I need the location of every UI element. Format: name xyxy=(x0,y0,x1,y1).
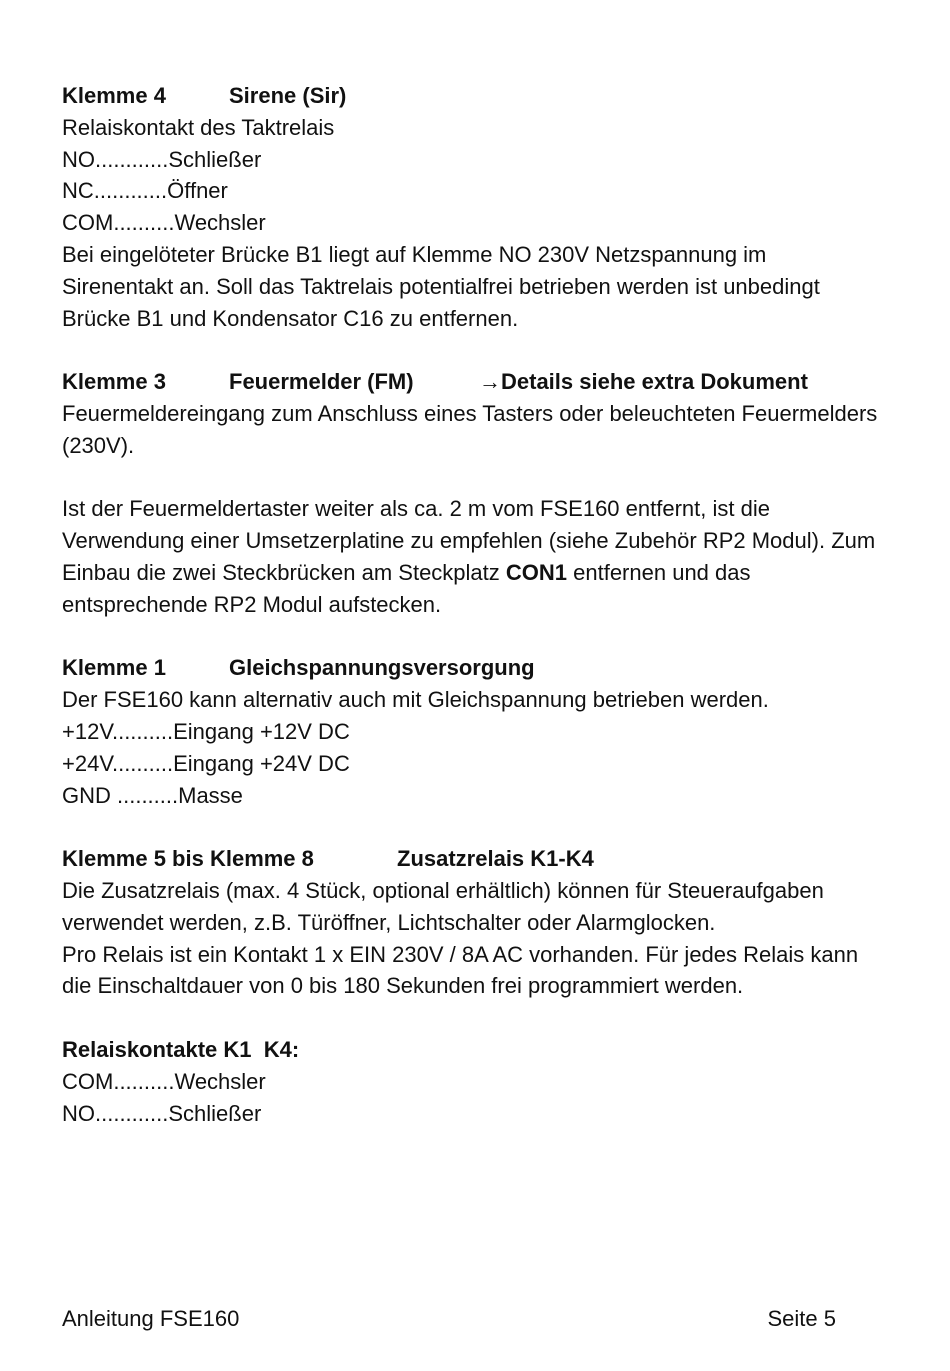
terminal-title: Sirene (Sir) xyxy=(229,83,347,108)
paragraph: Bei eingelöteter Brücke B1 liegt auf Klemme NO 230V Netzspannung im Sirenentakt an. Soll das Taktrelais potentialfrei betrieben werden ist unbedingt Brücke B1 und Kondensator C16 zu entfernen. xyxy=(62,241,820,331)
section-heading-klemme-5-8 xyxy=(62,843,882,875)
paragraph: Die Zusatzrelais (max. 4 Stück, optional erhältlich) können für Steueraufgaben verwendet werden, z.B. Türöffner, Lichtschalter oder Alarmglocken. xyxy=(62,877,824,935)
terminal-title: Feuermelder (FM) xyxy=(229,369,414,395)
text-line: Relaiskontakt des Taktrelais xyxy=(62,114,335,140)
text-line: NO............Schließer xyxy=(62,1100,262,1126)
terminal-label: Klemme 3 xyxy=(62,369,166,395)
arrow-icon: → xyxy=(479,369,501,395)
section-heading-relaiskontakte: Relaiskontakte K1 K4: xyxy=(62,1036,300,1062)
terminal-title: Zusatzrelais K1-K4 xyxy=(397,846,594,872)
text-line: NC............Öffner xyxy=(62,178,228,204)
text-line: COM..........Wechsler xyxy=(62,1068,266,1094)
paragraph-text: entfernen und das entsprechende RP2 Modul aufstecken. xyxy=(62,559,751,617)
text-line: +24V..........Eingang +24V DC xyxy=(62,750,350,776)
terminal-label: Klemme 4 xyxy=(62,83,166,108)
paragraph: Pro Relais ist ein Kontakt 1 x EIN 230V / 8A AC vorhanden. Für jedes Relais kann die Einschaltdauer von 0 bis 180 Sekunden frei programmiert werden. xyxy=(62,941,859,999)
paragraph-text: Ist der Feuermeldertaster weiter als ca. 2 m vom FSE160 entfernt, ist die Verwendung einer Umsetzerplatine zu empfehlen (siehe Zubehör RP2 Modul). Zum Einbau die zwei Steckbrücken am Steckplatz xyxy=(62,496,876,585)
text-line: +12V..........Eingang +12V DC xyxy=(62,718,350,744)
paragraph xyxy=(62,493,882,620)
terminal-title: Gleichspannungsversorgung xyxy=(229,655,535,681)
connector-name: CON1 xyxy=(505,559,568,585)
footer-document-title: Anleitung FSE160 xyxy=(62,1306,240,1331)
section-heading-klemme-4 xyxy=(62,80,882,112)
document-body xyxy=(62,80,882,1129)
details-note: Details siehe extra Dokument xyxy=(501,369,808,395)
text-line: Der FSE160 kann alternativ auch mit Gleichspannung betrieben werden. xyxy=(62,687,769,713)
page-number: Seite 5 xyxy=(767,1306,836,1331)
terminal-label: Klemme 1 xyxy=(62,655,166,681)
paragraph: Feuermeldereingang zum Anschluss eines Tasters oder beleuchteten Feuermelders (230V). xyxy=(62,400,878,458)
terminal-label: Klemme 5 bis Klemme 8 xyxy=(62,846,314,872)
text-line: GND ..........Masse xyxy=(62,782,243,808)
text-line: COM..........Wechsler xyxy=(62,210,266,236)
page-footer xyxy=(62,1303,836,1335)
section-heading-klemme-1 xyxy=(62,652,882,684)
text-line: NO............Schließer xyxy=(62,146,262,172)
section-heading-klemme-3 xyxy=(62,366,882,398)
